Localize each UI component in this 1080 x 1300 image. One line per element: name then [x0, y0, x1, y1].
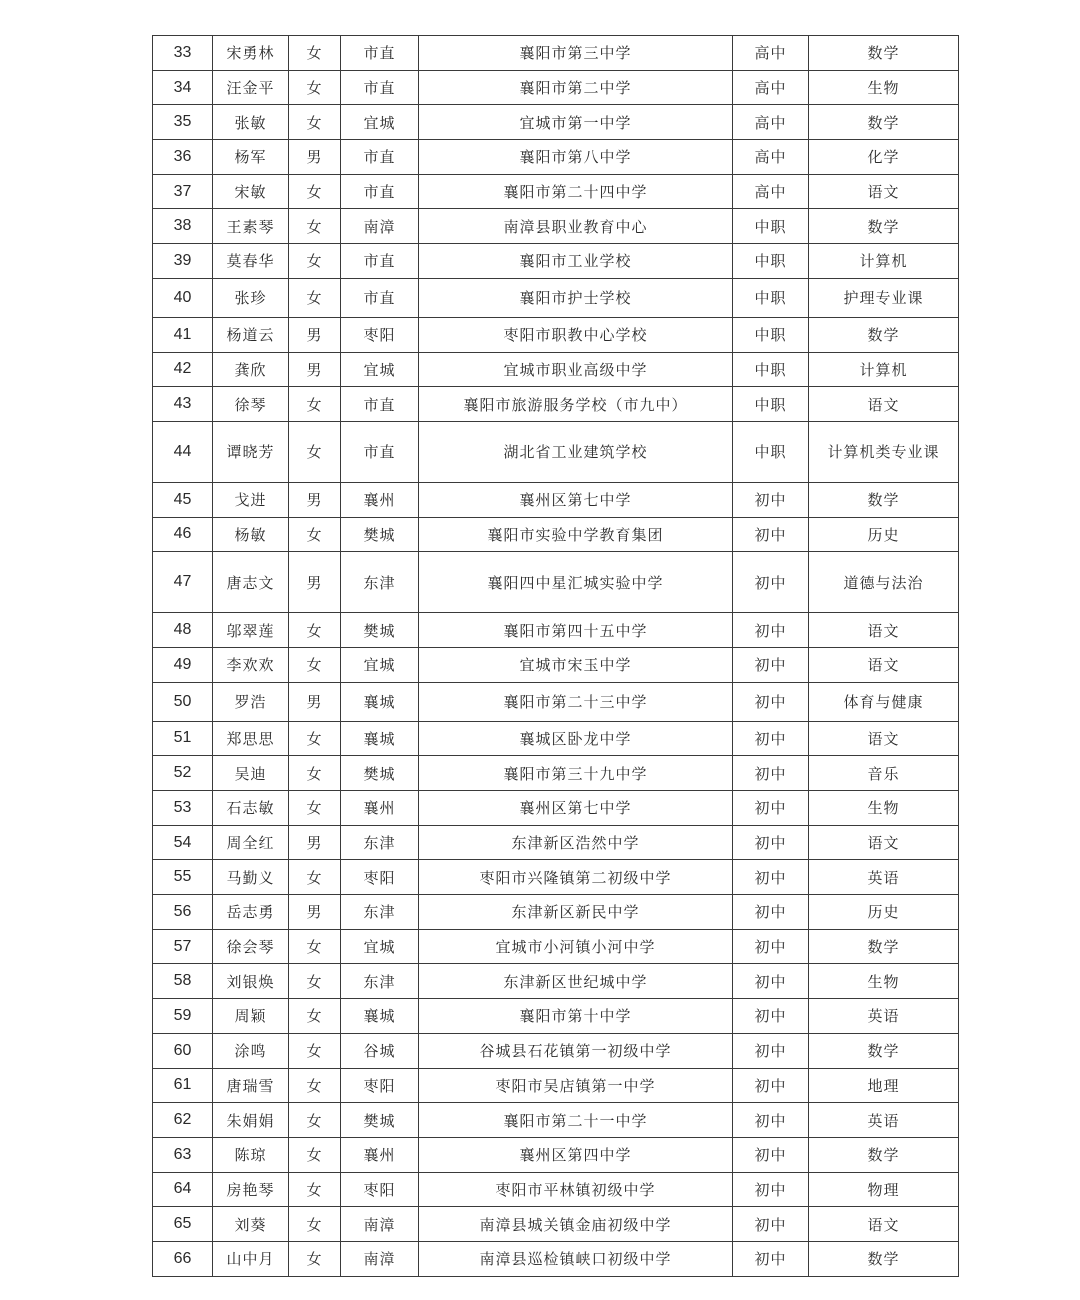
school-level-cell: 初中 — [733, 517, 809, 552]
row-number-cell: 65 — [153, 1207, 213, 1242]
school-cell: 襄阳市第二十四中学 — [419, 174, 733, 209]
table-row — [153, 352, 959, 387]
gender-cell: 女 — [289, 1207, 341, 1242]
teacher-name-cell: 刘葵 — [213, 1207, 289, 1242]
school-cell: 南漳县巡检镇峡口初级中学 — [419, 1241, 733, 1276]
row-number-cell: 34 — [153, 70, 213, 105]
table-row — [153, 552, 959, 613]
teacher-name-cell: 徐会琴 — [213, 929, 289, 964]
row-number-cell: 61 — [153, 1068, 213, 1103]
region-cell: 南漳 — [341, 1207, 419, 1242]
teacher-roster-page — [152, 35, 958, 1277]
gender-cell: 女 — [289, 1172, 341, 1207]
school-cell: 宜城市第一中学 — [419, 105, 733, 140]
row-number-cell: 41 — [153, 317, 213, 352]
table-row — [153, 647, 959, 682]
school-cell: 襄阳市第二十三中学 — [419, 682, 733, 721]
gender-cell: 女 — [289, 36, 341, 71]
region-cell: 樊城 — [341, 613, 419, 648]
school-level-cell: 初中 — [733, 825, 809, 860]
row-number-cell: 54 — [153, 825, 213, 860]
row-number-cell: 49 — [153, 647, 213, 682]
row-number-cell: 48 — [153, 613, 213, 648]
region-cell: 东津 — [341, 552, 419, 613]
row-number-cell: 46 — [153, 517, 213, 552]
row-number-cell: 40 — [153, 278, 213, 317]
school-level-cell: 初中 — [733, 682, 809, 721]
gender-cell: 女 — [289, 387, 341, 422]
row-number-cell: 44 — [153, 421, 213, 482]
school-cell: 东津新区世纪城中学 — [419, 964, 733, 999]
teacher-name-cell: 徐琴 — [213, 387, 289, 422]
row-number-cell: 66 — [153, 1241, 213, 1276]
row-number-cell: 51 — [153, 721, 213, 756]
table-row — [153, 1137, 959, 1172]
gender-cell: 女 — [289, 860, 341, 895]
subject-cell: 生物 — [809, 791, 959, 826]
gender-cell: 女 — [289, 1068, 341, 1103]
region-cell: 襄城 — [341, 721, 419, 756]
row-number-cell: 45 — [153, 482, 213, 517]
row-number-cell: 33 — [153, 36, 213, 71]
school-level-cell: 初中 — [733, 895, 809, 930]
school-level-cell: 初中 — [733, 482, 809, 517]
school-level-cell: 高中 — [733, 36, 809, 71]
teacher-name-cell: 郑思思 — [213, 721, 289, 756]
school-cell: 宜城市职业高级中学 — [419, 352, 733, 387]
teacher-name-cell: 戈进 — [213, 482, 289, 517]
teacher-name-cell: 山中月 — [213, 1241, 289, 1276]
gender-cell: 女 — [289, 105, 341, 140]
table-row — [153, 209, 959, 244]
school-level-cell: 初中 — [733, 647, 809, 682]
row-number-cell: 59 — [153, 999, 213, 1034]
region-cell: 宜城 — [341, 105, 419, 140]
school-level-cell: 中职 — [733, 244, 809, 279]
region-cell: 东津 — [341, 895, 419, 930]
school-level-cell: 高中 — [733, 140, 809, 175]
teacher-name-cell: 杨敏 — [213, 517, 289, 552]
school-cell: 南漳县职业教育中心 — [419, 209, 733, 244]
school-cell: 襄阳市第三中学 — [419, 36, 733, 71]
table-row — [153, 895, 959, 930]
teacher-name-cell: 邬翠莲 — [213, 613, 289, 648]
row-number-cell: 62 — [153, 1103, 213, 1138]
school-level-cell: 中职 — [733, 387, 809, 422]
region-cell: 市直 — [341, 387, 419, 422]
table-row — [153, 860, 959, 895]
school-level-cell: 初中 — [733, 756, 809, 791]
region-cell: 樊城 — [341, 1103, 419, 1138]
row-number-cell: 47 — [153, 552, 213, 613]
subject-cell: 语文 — [809, 647, 959, 682]
subject-cell: 历史 — [809, 517, 959, 552]
school-level-cell: 中职 — [733, 209, 809, 244]
row-number-cell: 57 — [153, 929, 213, 964]
table-row — [153, 517, 959, 552]
school-cell: 东津新区新民中学 — [419, 895, 733, 930]
table-row — [153, 70, 959, 105]
region-cell: 市直 — [341, 174, 419, 209]
gender-cell: 女 — [289, 964, 341, 999]
region-cell: 宜城 — [341, 929, 419, 964]
region-cell: 市直 — [341, 421, 419, 482]
table-row — [153, 999, 959, 1034]
region-cell: 宜城 — [341, 647, 419, 682]
subject-cell: 数学 — [809, 105, 959, 140]
teacher-name-cell: 汪金平 — [213, 70, 289, 105]
subject-cell: 语文 — [809, 721, 959, 756]
school-cell: 襄州区第七中学 — [419, 482, 733, 517]
school-level-cell: 中职 — [733, 352, 809, 387]
teacher-name-cell: 唐瑞雪 — [213, 1068, 289, 1103]
gender-cell: 女 — [289, 929, 341, 964]
subject-cell: 语文 — [809, 613, 959, 648]
teacher-name-cell: 房艳琴 — [213, 1172, 289, 1207]
subject-cell: 数学 — [809, 209, 959, 244]
region-cell: 襄州 — [341, 1137, 419, 1172]
region-cell: 谷城 — [341, 1033, 419, 1068]
teacher-name-cell: 吴迪 — [213, 756, 289, 791]
row-number-cell: 64 — [153, 1172, 213, 1207]
region-cell: 襄州 — [341, 791, 419, 826]
gender-cell: 女 — [289, 613, 341, 648]
teacher-name-cell: 谭晓芳 — [213, 421, 289, 482]
school-level-cell: 初中 — [733, 1033, 809, 1068]
school-cell: 襄阳市旅游服务学校（市九中） — [419, 387, 733, 422]
region-cell: 市直 — [341, 70, 419, 105]
gender-cell: 女 — [289, 1241, 341, 1276]
school-cell: 枣阳市吴店镇第一中学 — [419, 1068, 733, 1103]
table-row — [153, 174, 959, 209]
region-cell: 南漳 — [341, 209, 419, 244]
school-level-cell: 初中 — [733, 1137, 809, 1172]
row-number-cell: 36 — [153, 140, 213, 175]
region-cell: 襄城 — [341, 999, 419, 1034]
table-row — [153, 1172, 959, 1207]
table-row — [153, 244, 959, 279]
table-row — [153, 721, 959, 756]
region-cell: 南漳 — [341, 1241, 419, 1276]
table-row — [153, 421, 959, 482]
school-cell: 襄州区第四中学 — [419, 1137, 733, 1172]
school-cell: 襄阳市工业学校 — [419, 244, 733, 279]
row-number-cell: 63 — [153, 1137, 213, 1172]
school-level-cell: 中职 — [733, 317, 809, 352]
gender-cell: 男 — [289, 352, 341, 387]
teacher-name-cell: 石志敏 — [213, 791, 289, 826]
subject-cell: 英语 — [809, 999, 959, 1034]
region-cell: 宜城 — [341, 352, 419, 387]
school-level-cell: 初中 — [733, 1068, 809, 1103]
teacher-name-cell: 刘银焕 — [213, 964, 289, 999]
school-cell: 襄阳市护士学校 — [419, 278, 733, 317]
row-number-cell: 56 — [153, 895, 213, 930]
table-row — [153, 278, 959, 317]
school-cell: 湖北省工业建筑学校 — [419, 421, 733, 482]
school-level-cell: 初中 — [733, 721, 809, 756]
table-row — [153, 964, 959, 999]
teacher-roster-table — [152, 35, 959, 1277]
teacher-name-cell: 张珍 — [213, 278, 289, 317]
school-level-cell: 初中 — [733, 1172, 809, 1207]
gender-cell: 女 — [289, 1033, 341, 1068]
gender-cell: 女 — [289, 999, 341, 1034]
table-row — [153, 825, 959, 860]
subject-cell: 生物 — [809, 70, 959, 105]
school-level-cell: 高中 — [733, 70, 809, 105]
gender-cell: 男 — [289, 482, 341, 517]
teacher-name-cell: 王素琴 — [213, 209, 289, 244]
school-level-cell: 高中 — [733, 174, 809, 209]
table-row — [153, 1068, 959, 1103]
teacher-name-cell: 杨道云 — [213, 317, 289, 352]
row-number-cell: 37 — [153, 174, 213, 209]
table-row — [153, 36, 959, 71]
school-level-cell: 初中 — [733, 613, 809, 648]
gender-cell: 男 — [289, 895, 341, 930]
row-number-cell: 52 — [153, 756, 213, 791]
gender-cell: 女 — [289, 244, 341, 279]
gender-cell: 女 — [289, 174, 341, 209]
gender-cell: 女 — [289, 421, 341, 482]
table-row — [153, 613, 959, 648]
subject-cell: 数学 — [809, 929, 959, 964]
subject-cell: 计算机 — [809, 352, 959, 387]
school-cell: 南漳县城关镇金庙初级中学 — [419, 1207, 733, 1242]
table-row — [153, 1241, 959, 1276]
row-number-cell: 43 — [153, 387, 213, 422]
school-cell: 襄阳市第十中学 — [419, 999, 733, 1034]
school-cell: 襄阳市第二十一中学 — [419, 1103, 733, 1138]
subject-cell: 英语 — [809, 860, 959, 895]
row-number-cell: 50 — [153, 682, 213, 721]
school-cell: 襄阳市第二中学 — [419, 70, 733, 105]
teacher-name-cell: 朱娟娟 — [213, 1103, 289, 1138]
subject-cell: 物理 — [809, 1172, 959, 1207]
gender-cell: 男 — [289, 552, 341, 613]
school-level-cell: 初中 — [733, 1103, 809, 1138]
gender-cell: 男 — [289, 317, 341, 352]
school-cell: 襄阳市第四十五中学 — [419, 613, 733, 648]
gender-cell: 女 — [289, 791, 341, 826]
row-number-cell: 39 — [153, 244, 213, 279]
row-number-cell: 38 — [153, 209, 213, 244]
school-cell: 襄阳市第三十九中学 — [419, 756, 733, 791]
subject-cell: 数学 — [809, 1137, 959, 1172]
school-cell: 襄城区卧龙中学 — [419, 721, 733, 756]
school-level-cell: 初中 — [733, 999, 809, 1034]
school-level-cell: 中职 — [733, 421, 809, 482]
region-cell: 东津 — [341, 825, 419, 860]
gender-cell: 女 — [289, 756, 341, 791]
row-number-cell: 42 — [153, 352, 213, 387]
gender-cell: 女 — [289, 721, 341, 756]
school-level-cell: 初中 — [733, 964, 809, 999]
teacher-name-cell: 龚欣 — [213, 352, 289, 387]
subject-cell: 护理专业课 — [809, 278, 959, 317]
subject-cell: 历史 — [809, 895, 959, 930]
table-row — [153, 929, 959, 964]
subject-cell: 语文 — [809, 387, 959, 422]
table-row — [153, 317, 959, 352]
roster-body — [153, 36, 959, 1277]
gender-cell: 女 — [289, 70, 341, 105]
table-row — [153, 1033, 959, 1068]
region-cell: 枣阳 — [341, 317, 419, 352]
teacher-name-cell: 宋敏 — [213, 174, 289, 209]
region-cell: 市直 — [341, 36, 419, 71]
subject-cell: 地理 — [809, 1068, 959, 1103]
subject-cell: 语文 — [809, 825, 959, 860]
school-level-cell: 初中 — [733, 929, 809, 964]
teacher-name-cell: 陈琼 — [213, 1137, 289, 1172]
subject-cell: 数学 — [809, 482, 959, 517]
table-row — [153, 791, 959, 826]
teacher-name-cell: 杨军 — [213, 140, 289, 175]
teacher-name-cell: 岳志勇 — [213, 895, 289, 930]
region-cell: 樊城 — [341, 517, 419, 552]
table-row — [153, 387, 959, 422]
teacher-name-cell: 周颖 — [213, 999, 289, 1034]
gender-cell: 男 — [289, 682, 341, 721]
school-cell: 襄州区第七中学 — [419, 791, 733, 826]
table-row — [153, 105, 959, 140]
region-cell: 枣阳 — [341, 1068, 419, 1103]
row-number-cell: 55 — [153, 860, 213, 895]
table-row — [153, 682, 959, 721]
region-cell: 市直 — [341, 244, 419, 279]
teacher-name-cell: 周全红 — [213, 825, 289, 860]
region-cell: 东津 — [341, 964, 419, 999]
gender-cell: 男 — [289, 140, 341, 175]
subject-cell: 英语 — [809, 1103, 959, 1138]
school-level-cell: 初中 — [733, 791, 809, 826]
school-level-cell: 中职 — [733, 278, 809, 317]
subject-cell: 数学 — [809, 1241, 959, 1276]
school-level-cell: 初中 — [733, 860, 809, 895]
school-cell: 东津新区浩然中学 — [419, 825, 733, 860]
gender-cell: 女 — [289, 1137, 341, 1172]
subject-cell: 数学 — [809, 317, 959, 352]
school-level-cell: 初中 — [733, 1241, 809, 1276]
teacher-name-cell: 涂鸣 — [213, 1033, 289, 1068]
school-cell: 枣阳市兴隆镇第二初级中学 — [419, 860, 733, 895]
gender-cell: 女 — [289, 517, 341, 552]
row-number-cell: 58 — [153, 964, 213, 999]
row-number-cell: 60 — [153, 1033, 213, 1068]
region-cell: 市直 — [341, 278, 419, 317]
subject-cell: 计算机类专业课 — [809, 421, 959, 482]
subject-cell: 语文 — [809, 1207, 959, 1242]
school-level-cell: 初中 — [733, 1207, 809, 1242]
table-row — [153, 1103, 959, 1138]
gender-cell: 女 — [289, 278, 341, 317]
teacher-name-cell: 马勤义 — [213, 860, 289, 895]
subject-cell: 语文 — [809, 174, 959, 209]
teacher-name-cell: 罗浩 — [213, 682, 289, 721]
table-row — [153, 1207, 959, 1242]
region-cell: 樊城 — [341, 756, 419, 791]
school-level-cell: 初中 — [733, 552, 809, 613]
school-cell: 宜城市宋玉中学 — [419, 647, 733, 682]
school-cell: 枣阳市职教中心学校 — [419, 317, 733, 352]
table-row — [153, 482, 959, 517]
row-number-cell: 53 — [153, 791, 213, 826]
subject-cell: 计算机 — [809, 244, 959, 279]
teacher-name-cell: 张敏 — [213, 105, 289, 140]
school-cell: 襄阳市第八中学 — [419, 140, 733, 175]
school-cell: 宜城市小河镇小河中学 — [419, 929, 733, 964]
subject-cell: 化学 — [809, 140, 959, 175]
gender-cell: 女 — [289, 1103, 341, 1138]
subject-cell: 体育与健康 — [809, 682, 959, 721]
school-cell: 谷城县石花镇第一初级中学 — [419, 1033, 733, 1068]
table-row — [153, 756, 959, 791]
subject-cell: 数学 — [809, 1033, 959, 1068]
gender-cell: 女 — [289, 647, 341, 682]
subject-cell: 数学 — [809, 36, 959, 71]
region-cell: 襄州 — [341, 482, 419, 517]
school-cell: 襄阳市实验中学教育集团 — [419, 517, 733, 552]
school-level-cell: 高中 — [733, 105, 809, 140]
subject-cell: 生物 — [809, 964, 959, 999]
region-cell: 枣阳 — [341, 1172, 419, 1207]
teacher-name-cell: 唐志文 — [213, 552, 289, 613]
gender-cell: 女 — [289, 209, 341, 244]
teacher-name-cell: 宋勇林 — [213, 36, 289, 71]
teacher-name-cell: 莫春华 — [213, 244, 289, 279]
gender-cell: 男 — [289, 825, 341, 860]
region-cell: 市直 — [341, 140, 419, 175]
school-cell: 襄阳四中星汇城实验中学 — [419, 552, 733, 613]
table-row — [153, 140, 959, 175]
subject-cell: 音乐 — [809, 756, 959, 791]
subject-cell: 道德与法治 — [809, 552, 959, 613]
teacher-name-cell: 李欢欢 — [213, 647, 289, 682]
region-cell: 襄城 — [341, 682, 419, 721]
region-cell: 枣阳 — [341, 860, 419, 895]
row-number-cell: 35 — [153, 105, 213, 140]
school-cell: 枣阳市平林镇初级中学 — [419, 1172, 733, 1207]
